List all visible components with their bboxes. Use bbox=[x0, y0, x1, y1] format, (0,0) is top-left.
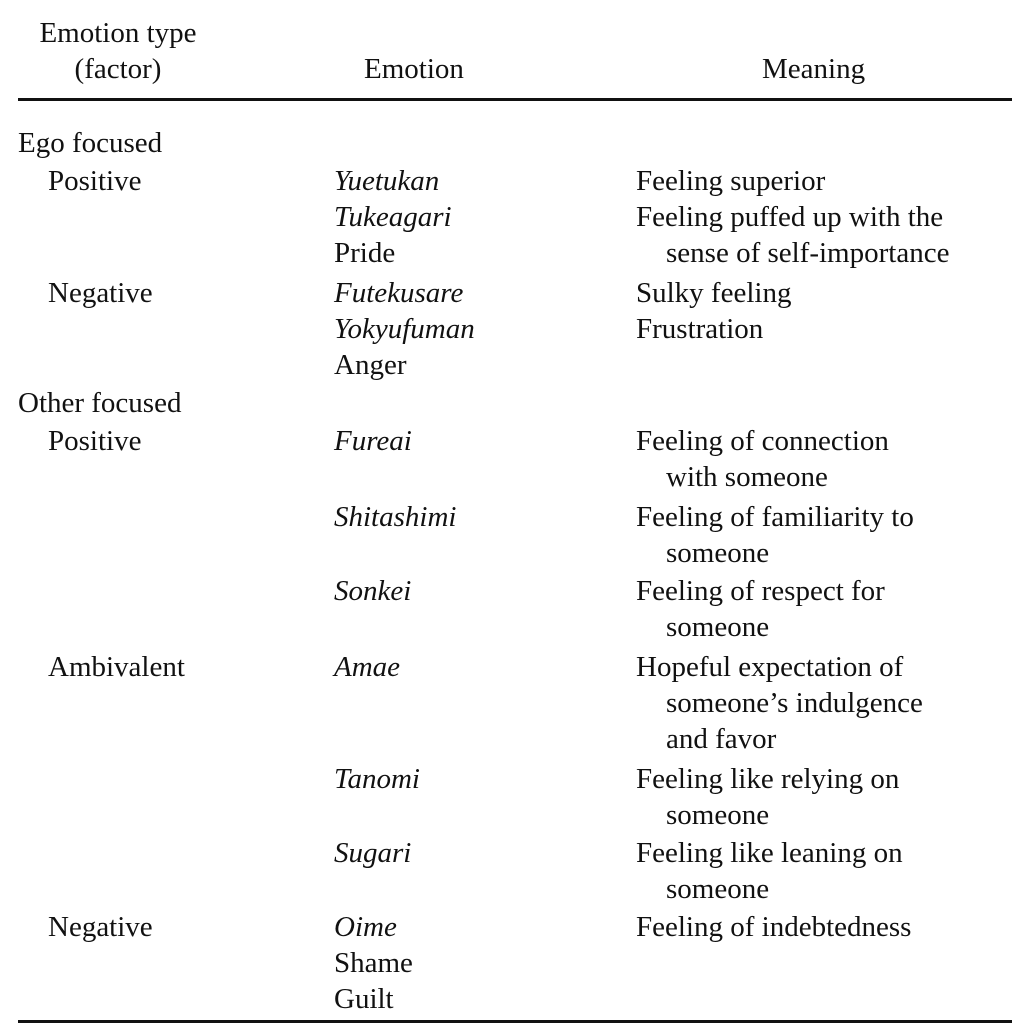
factor-label-other-negative: Negative bbox=[48, 911, 153, 943]
meaning-futekusare: Sulky feeling bbox=[636, 277, 792, 309]
meaning-yuetukan: Feeling superior bbox=[636, 165, 826, 197]
meaning-tukeagari-line2: sense of self-importance bbox=[666, 237, 950, 269]
emotion-pride: Pride bbox=[334, 237, 396, 269]
factor-label-ego-negative: Negative bbox=[48, 277, 153, 309]
meaning-oime: Feeling of indebtedness bbox=[636, 911, 912, 943]
emotion-tanomi: Tanomi bbox=[334, 763, 420, 795]
header-factor: (factor) bbox=[74, 53, 162, 85]
emotion-sonkei: Sonkei bbox=[334, 575, 412, 607]
emotion-tukeagari: Tukeagari bbox=[334, 201, 452, 233]
emotion-shame: Shame bbox=[334, 947, 413, 979]
meaning-yokyufuman: Frustration bbox=[636, 313, 764, 345]
emotion-shitashimi: Shitashimi bbox=[334, 501, 457, 533]
header-emotion-type: Emotion type bbox=[39, 17, 197, 49]
header-meaning: Meaning bbox=[762, 53, 866, 85]
meaning-sonkei-line1: Feeling of respect for bbox=[636, 575, 885, 607]
factor-label-ambivalent: Ambivalent bbox=[48, 651, 185, 683]
section-label-ego-focused: Ego focused bbox=[18, 127, 163, 159]
meaning-fureai-line2: with someone bbox=[666, 461, 828, 493]
factor-label-ego-positive: Positive bbox=[48, 165, 142, 197]
section-label-other-focused: Other focused bbox=[18, 387, 182, 419]
factor-label-other-positive: Positive bbox=[48, 425, 142, 457]
emotion-oime: Oime bbox=[334, 911, 397, 943]
bottom-rule bbox=[18, 1020, 1012, 1023]
meaning-amae-line3: and favor bbox=[666, 723, 777, 755]
meaning-shitashimi-line2: someone bbox=[666, 537, 770, 569]
emotion-anger: Anger bbox=[334, 349, 407, 381]
meaning-sugari-line1: Feeling like leaning on bbox=[636, 837, 903, 869]
emotion-futekusare: Futekusare bbox=[334, 277, 464, 309]
meaning-amae-line1: Hopeful expectation of bbox=[636, 651, 904, 683]
header-emotion: Emotion bbox=[364, 53, 464, 85]
meaning-amae-line2: someone’s indulgence bbox=[666, 687, 923, 719]
emotion-guilt: Guilt bbox=[334, 983, 394, 1015]
meaning-sugari-line2: someone bbox=[666, 873, 770, 905]
emotion-fureai: Fureai bbox=[334, 425, 412, 457]
meaning-tukeagari-line1: Feeling puffed up with the bbox=[636, 201, 944, 233]
emotion-yokyufuman: Yokyufuman bbox=[334, 313, 475, 345]
meaning-tanomi-line2: someone bbox=[666, 799, 770, 831]
meaning-sonkei-line2: someone bbox=[666, 611, 770, 643]
meaning-shitashimi-line1: Feeling of familiarity to bbox=[636, 501, 914, 533]
meaning-tanomi-line1: Feeling like relying on bbox=[636, 763, 900, 795]
meaning-fureai-line1: Feeling of connection bbox=[636, 425, 889, 457]
emotion-amae: Amae bbox=[334, 651, 401, 683]
top-rule bbox=[18, 98, 1012, 101]
emotion-sugari: Sugari bbox=[334, 837, 412, 869]
emotion-yuetukan: Yuetukan bbox=[334, 165, 440, 197]
